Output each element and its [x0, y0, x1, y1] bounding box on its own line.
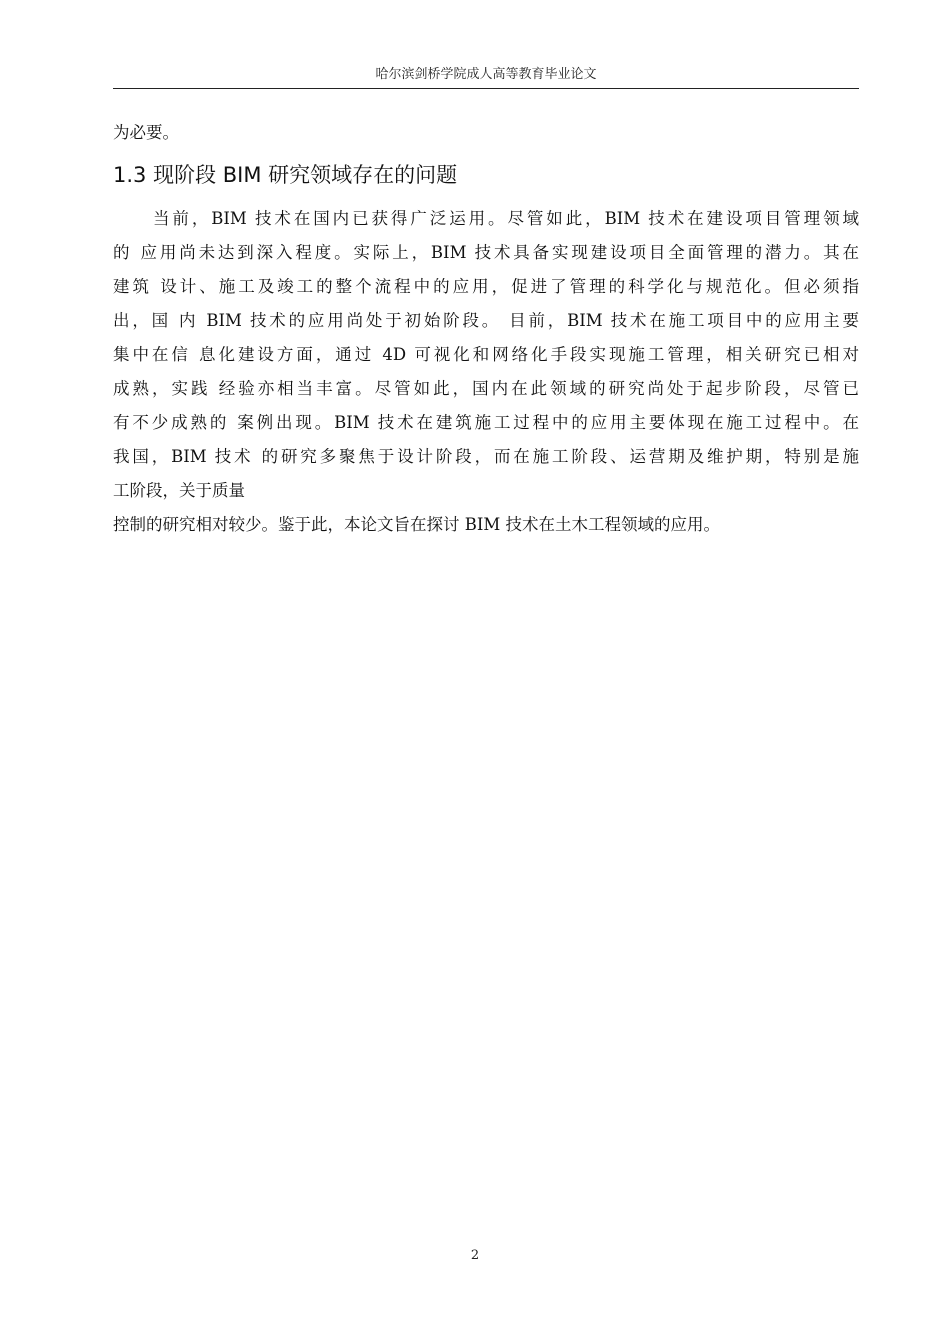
header-title: 哈尔滨剑桥学院成人高等教育毕业论文: [375, 67, 597, 82]
paragraph-line: 出，国 内 BIM 技术的应用尚处于初始阶段。 目前，BIM 技术在施工项目中的应用主要: [113, 311, 859, 330]
section-heading: 1.3 现阶段 BIM 研究领域存在的问题: [113, 163, 458, 187]
carry-over-text: 为必要。: [113, 123, 179, 142]
paragraph-line: 集中在信 息化建设方面，通过 4D 可视化和网络化手段实现施工管理，相关研究已相对: [113, 345, 859, 364]
paragraph-line: 成熟，实践 经验亦相当丰富。尽管如此，国内在此领域的研究尚处于起步阶段，尽管已: [113, 379, 859, 398]
page-number: 2: [470, 1248, 480, 1263]
paragraph-line: 有不少成熟的 案例出现。BIM 技术在建筑施工过程中的应用主要体现在施工过程中。在: [113, 413, 859, 432]
page-header: [113, 66, 859, 89]
final-text-line: 控制的研究相对较少。鉴于此，本论文旨在探讨 BIM 技术在土木工程领域的应用。: [113, 515, 721, 534]
body-paragraph: [113, 202, 859, 508]
paragraph-line: 建筑 设计、施工及竣工的整个流程中的应用，促进了管理的科学化与规范化。但必须指: [113, 277, 859, 296]
paragraph-line: 我国，BIM 技术 的研究多聚焦于设计阶段，而在施工阶段、运营期及维护期，特别是施: [113, 447, 859, 466]
paragraph-line: 的 应用尚未达到深入程度。实际上，BIM 技术具备实现建设项目全面管理的潜力。其在: [113, 243, 859, 262]
paragraph-line: 工阶段，关于质量: [113, 481, 245, 500]
paragraph-line: 当前，BIM 技术在国内已获得广泛运用。尽管如此，BIM 技术在建设项目管理领域: [153, 209, 859, 228]
